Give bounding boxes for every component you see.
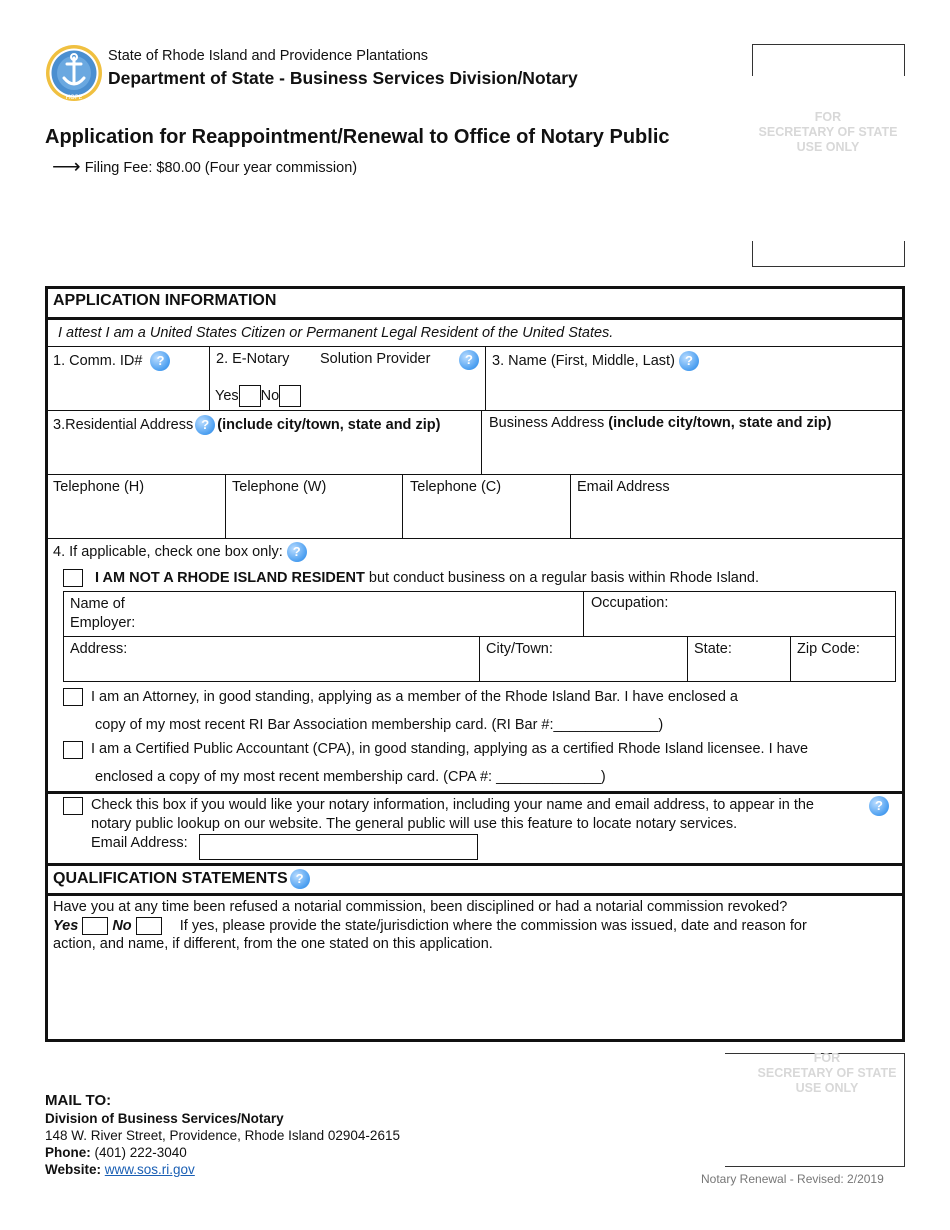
not-resident-checkbox[interactable] <box>63 569 83 587</box>
application-heading: APPLICATION INFORMATION <box>53 292 277 309</box>
city-town-label: City/Town: <box>486 641 553 657</box>
employer-address-label: Address: <box>70 641 128 657</box>
mail-division: Division of Business Services/Notary <box>45 1111 284 1126</box>
comm-id-label: 1. Comm. ID# ? <box>53 351 170 371</box>
notary-lookup-line-1: Check this box if you would like your notary information, including your name and email address, to appear in the <box>91 797 814 813</box>
qualification-yes-checkbox[interactable] <box>82 917 108 935</box>
cpa-checkbox[interactable] <box>63 741 83 759</box>
help-question-icon[interactable]: ? <box>290 869 310 889</box>
enotary-label: 2. E-Notary <box>216 351 290 367</box>
cpa-line-2: enclosed a copy of my most recent membership card. (CPA #: _____________) <box>95 769 606 785</box>
page-title: Application for Reappointment/Renewal to Office of Notary Public <box>45 126 670 148</box>
mail-street: 148 W. River Street, Providence, Rhode Island 02904-2615 <box>45 1128 400 1143</box>
right-arrow-icon: ⟶ <box>52 156 81 178</box>
check-one-label: 4. If applicable, check one box only: ? <box>53 542 307 562</box>
zip-code-label: Zip Code: <box>797 641 860 657</box>
enotary-options: Yes No <box>215 385 301 407</box>
help-question-icon[interactable]: ? <box>679 351 699 371</box>
department-line: Department of State - Business Services Division/Notary <box>108 68 578 88</box>
sos-box-bottom: FOR SECRETARY OF STATE USE ONLY <box>725 1053 905 1168</box>
notary-lookup-checkbox[interactable] <box>63 797 83 815</box>
help-question-icon[interactable]: ? <box>150 351 170 371</box>
state-label: State: <box>694 641 732 657</box>
telephone-work-label: Telephone (W) <box>232 479 327 495</box>
occupation-label: Occupation: <box>591 595 669 611</box>
attorney-checkbox[interactable] <box>63 688 83 706</box>
qualification-heading: QUALIFICATION STATEMENTS ? <box>53 869 310 889</box>
svg-text:HOPE: HOPE <box>65 94 83 101</box>
lookup-email-input[interactable] <box>199 834 478 860</box>
business-address-label: Business Address (include city/town, state and zip) <box>489 415 832 431</box>
qualification-answer-row: Yes No If yes, please provide the state/jurisdiction where the commission was issued, date and reason for <box>53 917 807 934</box>
enotary-no-checkbox[interactable] <box>279 385 301 407</box>
mail-website: Website: www.sos.ri.gov <box>45 1162 195 1177</box>
telephone-cell-label: Telephone (C) <box>410 479 502 495</box>
cpa-line-1: I am a Certified Public Accountant (CPA), in good standing, applying as a certified Rhode Island licensee. I have <box>91 741 809 757</box>
attest-statement: I attest I am a United States Citizen or Permanent Legal Resident of the United States. <box>58 325 614 341</box>
website-link[interactable]: www.sos.ri.gov <box>104 1162 195 1177</box>
filing-fee: ⟶ Filing Fee: $80.00 (Four year commission) <box>52 156 358 178</box>
qualification-question: Have you at any time been refused a notarial commission, been disciplined or had a notarial commission revoked? <box>53 899 788 915</box>
lookup-email-label: Email Address: <box>91 835 188 851</box>
help-question-icon[interactable]: ? <box>195 415 215 435</box>
enotary-yes-checkbox[interactable] <box>239 385 261 407</box>
attorney-line-2: copy of my most recent RI Bar Association membership card. (RI Bar #:_____________) <box>95 717 664 733</box>
solution-provider-label: Solution Provider <box>320 351 431 367</box>
residential-address-label: 3.Residential Address ? (include city/town, state and zip) <box>53 415 440 435</box>
notary-lookup-line-2: notary public lookup on our website. The general public will use this feature to locate notary services. <box>91 816 738 832</box>
help-question-icon[interactable]: ? <box>869 796 889 816</box>
not-resident-label: I AM NOT A RHODE ISLAND RESIDENT but conduct business on a regular basis within Rhode Island. <box>95 570 760 586</box>
qualification-no-checkbox[interactable] <box>136 917 162 935</box>
revision-footer: Notary Renewal - Revised: 2/2019 <box>701 1172 884 1186</box>
name-label: 3. Name (First, Middle, Last) ? <box>492 351 699 371</box>
mail-to-heading: MAIL TO: <box>45 1092 112 1109</box>
employer-name-label: Name of Employer: <box>70 596 136 631</box>
help-question-icon[interactable]: ? <box>287 542 307 562</box>
help-question-icon[interactable]: ? <box>459 350 479 370</box>
qualification-followup-line-2: action, and name, if different, from the one stated on this application. <box>53 936 493 952</box>
mail-phone: Phone: (401) 222-3040 <box>45 1145 187 1160</box>
sos-box-top: FOR SECRETARY OF STATE USE ONLY <box>752 44 904 267</box>
attorney-line-1: I am an Attorney, in good standing, applying as a member of the Rhode Island Bar. I have enclosed a <box>91 689 738 705</box>
state-line: State of Rhode Island and Providence Plantations <box>108 48 429 64</box>
ri-state-seal-icon <box>45 44 103 102</box>
email-address-label: Email Address <box>577 479 670 495</box>
telephone-home-label: Telephone (H) <box>53 479 145 495</box>
